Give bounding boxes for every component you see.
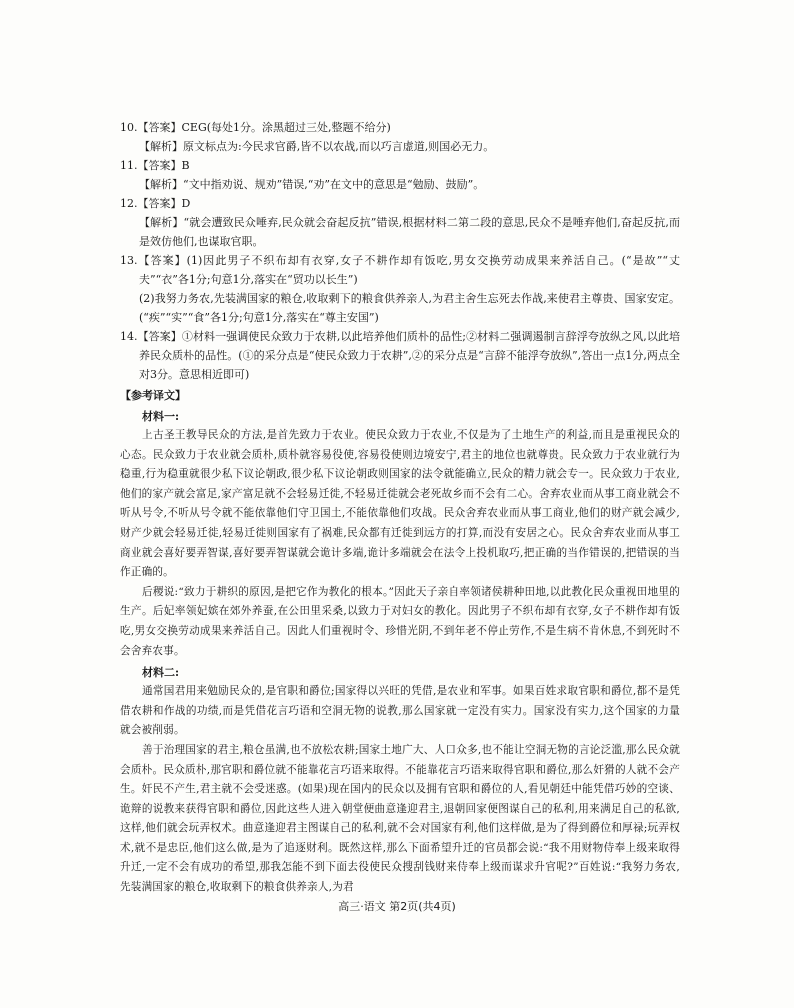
reference-title: 【参考译文】	[120, 389, 186, 402]
explanation-line: 【解析】原文标点为:今民求官爵,皆不以农战,而以巧言虚道,则国必无力。	[139, 140, 495, 153]
answer-list	[120, 118, 680, 384]
material-title: 材料二:	[142, 666, 180, 680]
answer-line: 13.【答案】(1)因此男子不织布却有衣穿,女子不耕作却有饭吃,男女交换劳动成果来养活自己。(“是故”“丈夫”“衣”各1分;句意1分,落实在“贸功以长生”)	[120, 254, 680, 286]
answer-line: 11.【答案】B	[120, 159, 190, 172]
translation-materials	[120, 407, 680, 898]
sub-answer-line: (2)我努力务农,先装满国家的粮仓,收取剩下的粮食供养亲人,为君主舍生忘死去作战,来使君主尊贵、国家安定。(“疾”“实”“食”各1分;句意1分,落实在“尊主安国”)	[139, 292, 680, 324]
answer-line: 10.【答案】CEG(每处1分。涂黑超过三处,整题不给分)	[120, 121, 391, 134]
material-title: 材料一:	[142, 410, 180, 423]
page-footer: 高三·语文 第2页(共4页)	[338, 900, 456, 913]
explanation-line: 【解析】“就会遭致民众唾弃,民众就会奋起反抗”错误,根据材料二第二段的意思,民众不是唾弃他们,奋起反抗,而是效仿他们,也谋取官职。	[139, 216, 680, 248]
answer-line: 14.【答案】①材料一强调使民众致力于农耕,以此培养他们质朴的品性;②材料二强调遏制言辞浮夸放纵之风,以此培养民众质朴的品性。(①的采分点是“使民众致力于农耕”,②的采分点是“言辞不能浮夸放纵”,答出一点1分,两点全对3分。意思相近即可)	[120, 330, 680, 381]
translation-paragraph: 善于治理国家的君主,粮仓虽满,也不放松农耕;国家土地广大、人口众多,也不能让空洞无物的言论泛滥,那么民众就会质朴。民众质朴,那官职和爵位就不能靠花言巧语来取得。不能靠花言巧语来取得官职和爵位,那么奸猾的人就不会产生。奸民不产生,君主就不会受迷惑。(如果)现在国内的民众以及拥有官职和爵位的人,看见朝廷中能凭借巧妙的空谈、诡辩的说教来获得官职和爵位,因此这些人进入朝堂便曲意逢迎君主,退朝回家便图谋自己的私利,用来满足自己的私欲,这样,他们就会玩弄权术。曲意逢迎君主图谋自己的私利,就不会对国家有利,他们这样做,是为了得到爵位和厚禄;玩弄权术,就不是忠臣,他们这么做,是为了追逐财利。既然这样,那么下面希望升迁的官员都会说:“我不用财物侍奉上级来取得升迁,一定不会有成功的希望,那我怎能不到下面去役使民众搜刮钱财来侍奉上级而谋求升官呢?”百姓说:“我努力务农,先装满国家的粮仓,收取剩下的粮食供养亲人,为君	[120, 743, 680, 894]
translation-paragraph: 后稷说:“致力于耕织的原因,是把它作为教化的根本。”因此天子亲自率领诸侯耕种田地,以此教化民众重视田地里的生产。后妃率领妃嫔在郊外养蚕,在公田里采桑,以致力于对妇女的教化。因此男子不织布却有衣穿,女子不耕作却有饭吃,男女交换劳动成果来养活自己。因此人们重视时令、珍惜光阴,不到年老不停止劳作,不是生病不肯休息,不到死时不会舍弃农事。	[120, 585, 680, 657]
translation-paragraph: 上古圣王教导民众的方法,是首先致力于农业。使民众致力于农业,不仅是为了土地生产的利益,而且是重视民众的心态。民众致力于农业就会质朴,质朴就容易役使,容易役使则边境安宁,君主的地位也就尊贵。民众致力于农业就行为稳重,行为稳重就很少私下议论朝政,很少私下议论朝政则国家的法令就能确立,民众的精力就会专一。民众致力于农业,他们的家产就会富足,家产富足就不会轻易迁徙,不轻易迁徙就会老死故乡而不会有二心。舍弃农业而从事工商业就会不听从号令,不听从号令就不能依靠他们守卫国土,不能依靠他们攻战。民众舍弃农业而从事工商业,他们的财产就会减少,财产少就会轻易迁徙,轻易迁徙则国家有了祸难,民众都有迁徙到远方的打算,而没有安居之心。民众舍弃农业而从事工商业就会喜好要弄智谋,喜好要弄智谋就会诡计多端,诡计多端就会在法令上投机取巧,把正确的当作错误的,把错误的当作正确的。	[120, 429, 680, 579]
answer-page	[120, 118, 680, 898]
answer-line: 12.【答案】D	[120, 197, 191, 210]
translation-paragraph: 通常国君用来勉励民众的,是官职和爵位;国家得以兴旺的凭借,是农业和军事。如果百姓求取官职和爵位,都不是凭借农耕和作战的功绩,而是凭借花言巧语和空洞无物的说教,那么国家就一定没有实力。国家没有实力,这个国家的力量就会被削弱。	[120, 685, 680, 737]
explanation-line: 【解析】“文中指劝说、规劝”错误,“劝”在文中的意思是“勉励、鼓励”。	[139, 178, 485, 191]
